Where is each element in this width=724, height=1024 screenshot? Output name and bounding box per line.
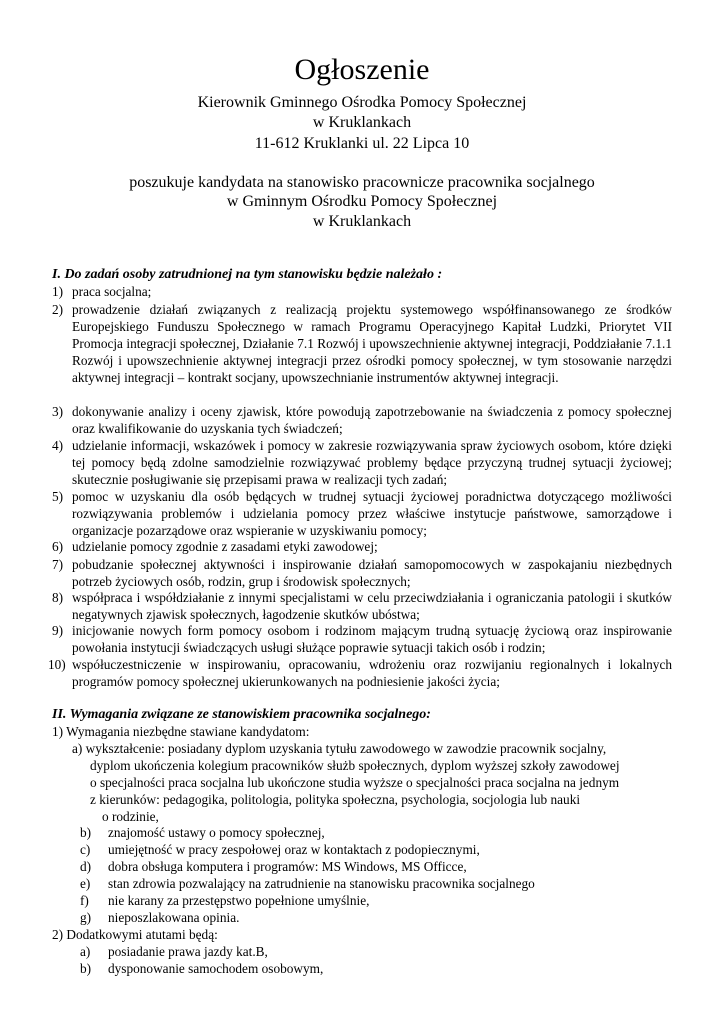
requirement-item (80, 841, 480, 858)
requirement-letter: g) (80, 910, 92, 925)
requirement-text: umiejętność w pracy zespołowej oraz w kontaktach z podopiecznymi, (108, 842, 480, 857)
requirement-a-line: z kierunków: pedagogika, politologia, polityka społeczna, psychologia, socjologia lub nauki (90, 792, 581, 807)
subheader-line-3: w Kruklankach (312, 213, 412, 230)
requirement-letter: d) (80, 859, 92, 874)
duty-number: 9) (52, 623, 64, 638)
section-1-heading: I. Do zadań osoby zatrudnionej na tym stanowisku będzie należało : (52, 267, 443, 282)
duty-text: współuczestniczenie w inspirowaniu, opracowaniu, wdrożeniu oraz rozwijaniu regionalnych i lokalnych programów pomocy społecznej ukierunkowanych na podniesienie jakości życia; (72, 657, 672, 689)
requirement-letter: b) (80, 825, 92, 840)
subheader-line-1: poszukuje kandydata na stanowisko pracownicze pracownika socjalnego (129, 174, 595, 191)
extra-letter: a) (80, 944, 91, 959)
extra-letter: b) (80, 961, 92, 976)
requirement-a-line: dyplom ukończenia kolegium pracowników służb społecznych, dyplom wyższej szkoły zawodowej (90, 758, 620, 773)
requirement-a-line: a) wykształcenie: posiadany dyplom uzyskania tytułu zawodowego w zawodzie pracownik socjalny, (72, 741, 607, 756)
subheader-line-2: w Gminnym Ośrodku Pomocy Społecznej (226, 193, 498, 210)
duty-text: dokonywanie analizy i oceny zjawisk, które powodują zapotrzebowanie na świadczenia z pomocy społecznej oraz kwalifikowanie do uzyskania tych świadczeń; (72, 404, 672, 436)
requirement-item (80, 858, 467, 875)
requirement-letter: e) (80, 876, 91, 891)
requirement-letter: c) (80, 842, 91, 857)
requirement-item (80, 909, 239, 926)
header-line-2: w Kruklankach (312, 114, 412, 131)
requirements-heading: 1) Wymagania niezbędne stawiane kandydatom: (52, 724, 310, 739)
duty-text: inicjowanie nowych form pomocy osobom i rodzinom mającym trudną sytuację życiową oraz inspirowanie powołania instytucji świadczących usługi służące poprawie sytuacji takich osób i rodzin; (72, 623, 672, 655)
requirement-text: dobra obsługa komputera i programów: MS Windows, MS Officce, (108, 859, 467, 874)
extra-heading: 2) Dodatkowymi atutami będą: (52, 927, 218, 942)
section-2-heading: II. Wymagania związane ze stanowiskiem pracownika socjalnego: (52, 707, 431, 722)
requirement-text: nieposzlakowana opinia. (108, 910, 240, 925)
requirement-text: znajomość ustawy o pomocy społecznej, (108, 825, 325, 840)
duty-number: 4) (52, 438, 64, 453)
requirement-item (80, 875, 535, 892)
document-title: Ogłoszenie (294, 53, 430, 86)
requirement-item (80, 824, 325, 841)
duty-text: pomoc w uzyskaniu dla osób będących w trudnej sytuacji życiowej poradnictwa dotyczącego możliwości rozwiązywania problemów i udzielania pomocy przez właściwe instytucje państwowe, samorządowe i organizacje pozarządowe oraz wspieranie w uzyskiwaniu pomocy; (72, 489, 672, 538)
duty-number: 2) (52, 302, 64, 317)
requirement-text: nie karany za przestępstwo popełnione umyślnie, (108, 893, 370, 908)
requirement-text: stan zdrowia pozwalający na zatrudnienie na stanowisku pracownika socjalnego (108, 876, 535, 891)
requirement-a-line: o rodzinie, (102, 809, 159, 824)
duty-text: pobudzanie społecznej aktywności i inspirowanie działań samopomocowych w zaspokajaniu niezbędnych potrzeb życiowych osób, rodzin, grup i środowisk społecznych; (72, 557, 672, 589)
extra-item (80, 960, 323, 977)
header-line-1: Kierownik Gminnego Ośrodka Pomocy Społecznej (197, 94, 527, 111)
extra-text: posiadanie prawa jazdy kat.B, (108, 944, 268, 959)
header-line-3: 11-612 Kruklanki ul. 22 Lipca 10 (254, 135, 470, 152)
duty-text: udzielanie pomocy zgodnie z zasadami etyki zawodowej; (72, 539, 378, 554)
extra-item (80, 943, 268, 960)
duty-text: udzielanie informacji, wskazówek i pomocy w zakresie rozwiązywania spraw życiowych osobom, które dzięki tej pomocy będą zdolne samodzielnie rozwiązywać problemy będące przyczyną trudnej sytuacji życiowej; skutecznie posługiwanie się przepisami prawa w realizacji tych zadań; (72, 438, 672, 487)
duty-text: prowadzenie działań związanych z realizacją projektu systemowego współfinansowanego ze środków Europejskiego Funduszu Społecznego w ramach Programu Operacyjnego Kapitał Ludzki, Priorytet VII Promocja integracji społecznej, Działanie 7.1 Rozwój i upowszechnienie aktywnej integracji, Poddziałanie 7.1.1 Rozwój i upowszechnienie aktywnej integracji przez ośrodki pomocy społecznej, w tym stosowanie narzędzi aktywnej integracji – kontrakt socjany, upowszechnianie instrumentów aktywnej integracji. (72, 302, 672, 385)
duty-text: praca socjalna; (72, 284, 152, 299)
duty-number: 10) (48, 657, 66, 672)
requirement-a-line: o specjalności praca socjalna lub ukończone studia wyższe o specjalności praca socjalna na jednym (90, 775, 620, 790)
duty-number: 3) (52, 404, 64, 419)
duty-number: 1) (52, 284, 64, 299)
duty-number: 8) (52, 590, 64, 605)
requirement-item (80, 892, 369, 909)
duty-number: 5) (52, 489, 64, 504)
duty-number: 6) (52, 539, 64, 554)
duty-text: współpraca i współdziałanie z innymi specjalistami w celu przeciwdziałania i ograniczania patologii i skutków negatywnych zjawisk społecznych, łagodzenie skutków ubóstwa; (72, 590, 672, 622)
extra-text: dysponowanie samochodem osobowym, (108, 961, 324, 976)
duty-number: 7) (52, 557, 64, 572)
requirement-letter: f) (80, 893, 89, 908)
